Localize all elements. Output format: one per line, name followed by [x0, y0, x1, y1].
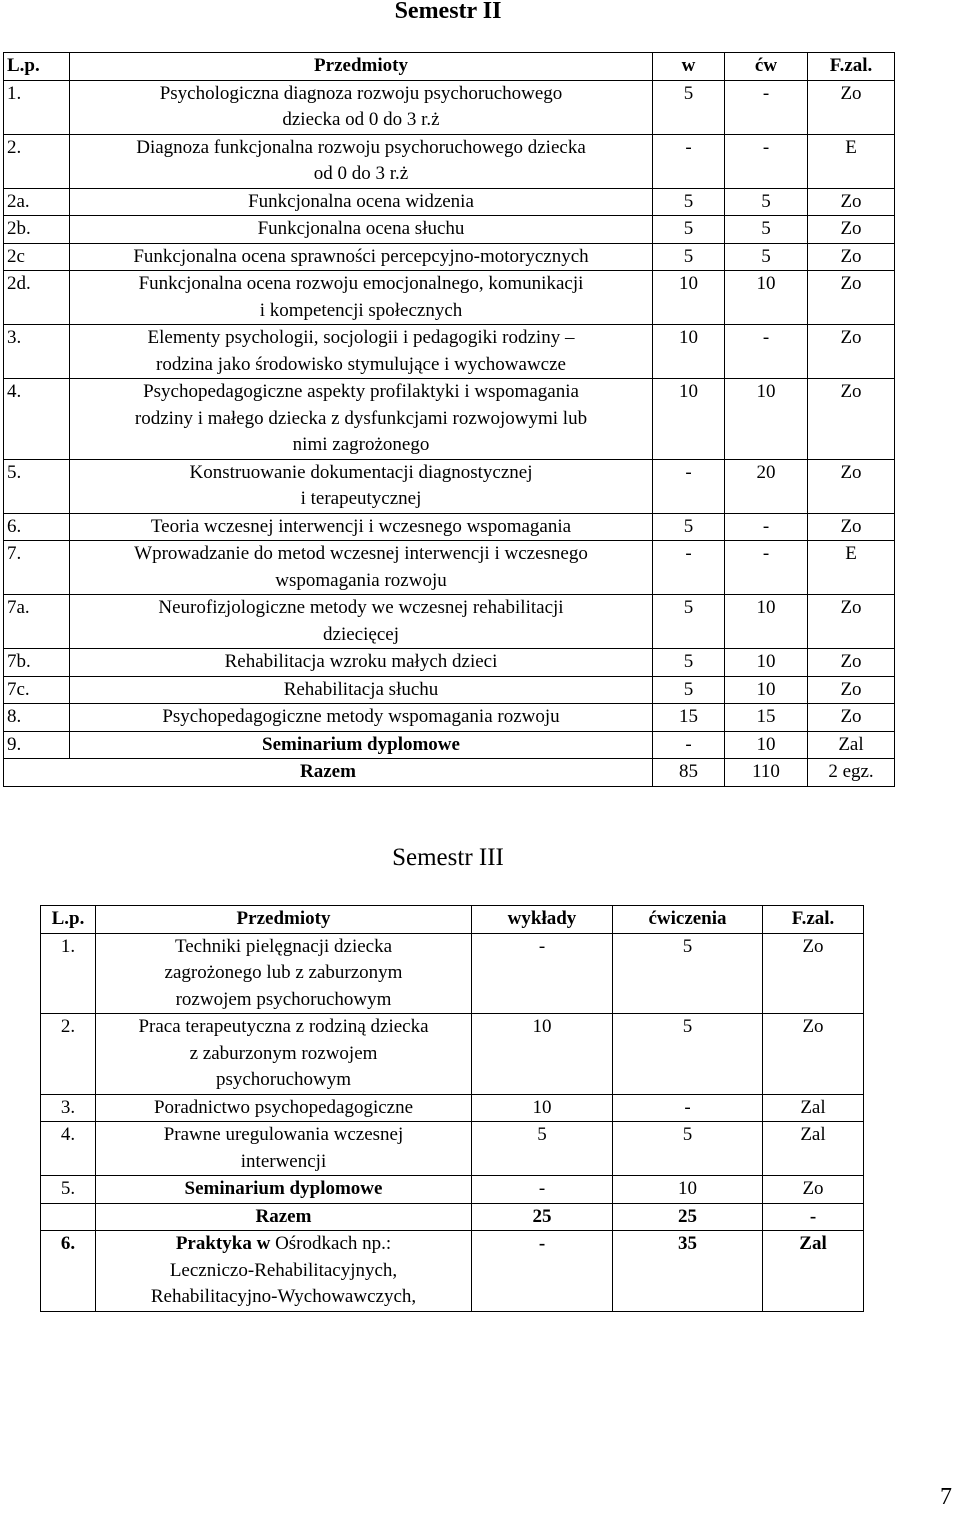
row-w: 5	[653, 80, 725, 134]
table-row	[4, 379, 895, 460]
row-w: -	[653, 459, 725, 513]
row-subject: Funkcjonalna ocena rozwoju emocjonalnego, komunikacji i kompetencji społecznych	[70, 271, 653, 325]
row-fzal: E	[808, 541, 895, 595]
row-lp: 9.	[4, 731, 70, 759]
row-subject: Konstruowanie dokumentacji diagnostycznej i terapeutycznej	[70, 459, 653, 513]
row-cw: 5	[725, 188, 808, 216]
table-row	[4, 134, 895, 188]
row-lp: 7b.	[4, 649, 70, 677]
row-cw: 10	[725, 676, 808, 704]
row-subject: Rehabilitacja wzroku małych dzieci	[70, 649, 653, 677]
row-exercises: 5	[613, 1122, 763, 1176]
row-w: 5	[653, 595, 725, 649]
row-w: 5	[653, 513, 725, 541]
table-row	[4, 704, 895, 732]
row-exercises: 5	[613, 933, 763, 1014]
row-lp: 5.	[41, 1176, 96, 1204]
row-subject: Techniki pielęgnacji dziecka zagrożonego lub z zaburzonym rozwojem psychoruchowym	[96, 933, 472, 1014]
row-fzal: Zo	[808, 80, 895, 134]
row-fzal: E	[808, 134, 895, 188]
row-fzal: Zo	[808, 704, 895, 732]
row-lp: 3.	[4, 325, 70, 379]
row-subject: Psychopedagogiczne metody wspomagania rozwoju	[70, 704, 653, 732]
row-lp: 2b.	[4, 216, 70, 244]
practice-lectures: -	[472, 1231, 613, 1312]
row-cw: -	[725, 80, 808, 134]
row-cw: 10	[725, 271, 808, 325]
header-cw: ćw	[725, 53, 808, 81]
row-exercises: 10	[613, 1176, 763, 1204]
row-lp: 1.	[4, 80, 70, 134]
total-exercises: 25	[613, 1203, 763, 1231]
row-w: 10	[653, 325, 725, 379]
total-fzal: -	[763, 1203, 864, 1231]
row-cw: -	[725, 134, 808, 188]
row-lp: 8.	[4, 704, 70, 732]
practice-lp: 6.	[41, 1231, 96, 1312]
row-lectures: -	[472, 1176, 613, 1204]
row-fzal: Zo	[808, 676, 895, 704]
row-subject: Seminarium dyplomowe	[96, 1176, 472, 1204]
semester-2-title: Semestr II	[394, 0, 502, 24]
table-row	[4, 676, 895, 704]
row-lp: 2a.	[4, 188, 70, 216]
row-exercises: -	[613, 1094, 763, 1122]
row-lectures: 10	[472, 1014, 613, 1095]
row-subject: Psychologiczna diagnoza rozwoju psychoruchowego dziecka od 0 do 3 r.ż	[70, 80, 653, 134]
row-subject: Seminarium dyplomowe	[70, 731, 653, 759]
row-fzal: Zo	[763, 933, 864, 1014]
row-subject: Poradnictwo psychopedagogiczne	[96, 1094, 472, 1122]
total-w: 85	[653, 759, 725, 787]
row-subject: Elementy psychologii, socjologii i pedagogiki rodziny – rodzina jako środowisko stymulujące i wychowawcze	[70, 325, 653, 379]
row-subject: Prawne uregulowania wczesnej interwencji	[96, 1122, 472, 1176]
table-row	[4, 243, 895, 271]
row-w: 5	[653, 243, 725, 271]
row-lp: 3.	[41, 1094, 96, 1122]
row-lp: 5.	[4, 459, 70, 513]
practice-fzal: Zal	[763, 1231, 864, 1312]
table-header-row	[41, 906, 864, 934]
row-exercises: 5	[613, 1014, 763, 1095]
row-w: 5	[653, 676, 725, 704]
row-subject: Funkcjonalna ocena widzenia	[70, 188, 653, 216]
header-w: w	[653, 53, 725, 81]
practice-exercises: 35	[613, 1231, 763, 1312]
practice-subject-rest: Ośrodkach np.: Leczniczo-Rehabilitacyjnych, Rehabilitacyjno-Wychowawczych,	[150, 1233, 417, 1307]
row-subject: Praca terapeutyczna z rodziną dziecka z zaburzonym rozwojem psychoruchowym	[96, 1014, 472, 1095]
row-fzal: Zo	[808, 595, 895, 649]
row-lectures: 5	[472, 1122, 613, 1176]
header-lectures: wykłady	[472, 906, 613, 934]
row-cw: 15	[725, 704, 808, 732]
row-cw: 5	[725, 243, 808, 271]
semester-3-table	[40, 905, 864, 1312]
row-cw: 20	[725, 459, 808, 513]
row-cw: 10	[725, 731, 808, 759]
total-label: Razem	[96, 1203, 472, 1231]
row-subject: Funkcjonalna ocena sprawności percepcyjno-motorycznych	[70, 243, 653, 271]
row-fzal: Zo	[808, 513, 895, 541]
total-label: Razem	[4, 759, 653, 787]
practice-subject	[96, 1231, 472, 1312]
total-lp-empty	[41, 1203, 96, 1231]
header-lp: L.p.	[4, 53, 70, 81]
row-lp: 7.	[4, 541, 70, 595]
row-w: -	[653, 541, 725, 595]
table-header-row	[4, 53, 895, 81]
practice-subject-bold: Praktyka w	[175, 1233, 276, 1254]
row-w: 15	[653, 704, 725, 732]
header-fzal: F.zal.	[808, 53, 895, 81]
row-subject: Psychopedagogiczne aspekty profilaktyki i wspomagania rodziny i małego dziecka z dysfunkcjami rozwojowymi lub nimi zagrożonego	[70, 379, 653, 460]
row-fzal: Zal	[808, 731, 895, 759]
row-fzal: Zo	[763, 1176, 864, 1204]
row-lp: 2c	[4, 243, 70, 271]
row-lp: 2d.	[4, 271, 70, 325]
row-fzal: Zo	[808, 216, 895, 244]
row-fzal: Zo	[808, 243, 895, 271]
table-row	[4, 595, 895, 649]
row-lp: 2.	[4, 134, 70, 188]
row-lectures: -	[472, 933, 613, 1014]
table-row	[4, 271, 895, 325]
row-cw: -	[725, 541, 808, 595]
row-lp: 6.	[4, 513, 70, 541]
semester-2-rows	[4, 80, 895, 759]
header-subject: Przedmioty	[70, 53, 653, 81]
table-row	[4, 459, 895, 513]
row-w: 10	[653, 271, 725, 325]
row-cw: 10	[725, 379, 808, 460]
row-w: -	[653, 134, 725, 188]
row-subject: Diagnoza funkcjonalna rozwoju psychoruchowego dziecka od 0 do 3 r.ż	[70, 134, 653, 188]
table-row	[4, 513, 895, 541]
row-w: -	[653, 731, 725, 759]
row-w: 5	[653, 216, 725, 244]
row-w: 5	[653, 649, 725, 677]
row-lectures: 10	[472, 1094, 613, 1122]
table-row	[4, 649, 895, 677]
table-row	[41, 933, 864, 1014]
row-lp: 7c.	[4, 676, 70, 704]
row-fzal: Zo	[808, 188, 895, 216]
row-cw: 10	[725, 595, 808, 649]
table-row	[41, 1014, 864, 1095]
row-w: 10	[653, 379, 725, 460]
row-fzal: Zal	[763, 1094, 864, 1122]
total-fzal: 2 egz.	[808, 759, 895, 787]
row-cw: 10	[725, 649, 808, 677]
row-fzal: Zo	[808, 379, 895, 460]
row-subject: Neurofizjologiczne metody we wczesnej rehabilitacji dziecięcej	[70, 595, 653, 649]
page-number: 7	[940, 1484, 952, 1510]
row-subject: Funkcjonalna ocena słuchu	[70, 216, 653, 244]
header-fzal: F.zal.	[763, 906, 864, 934]
total-lectures: 25	[472, 1203, 613, 1231]
row-subject: Wprowadzanie do metod wczesnej interwencji i wczesnego wspomagania rozwoju	[70, 541, 653, 595]
row-fzal: Zo	[808, 649, 895, 677]
table-row	[4, 188, 895, 216]
table-row	[41, 1122, 864, 1176]
practice-row	[41, 1231, 864, 1312]
table-row	[4, 216, 895, 244]
row-cw: -	[725, 513, 808, 541]
semester-3-rows	[41, 933, 864, 1203]
row-cw: 5	[725, 216, 808, 244]
table-row	[41, 1094, 864, 1122]
table-row	[4, 541, 895, 595]
total-row	[41, 1203, 864, 1231]
row-fzal: Zal	[763, 1122, 864, 1176]
row-lp: 1.	[41, 933, 96, 1014]
row-lp: 4.	[4, 379, 70, 460]
semester-3-title: Semestr III	[392, 844, 504, 871]
table-row	[4, 80, 895, 134]
row-fzal: Zo	[808, 325, 895, 379]
row-w: 5	[653, 188, 725, 216]
row-fzal: Zo	[808, 271, 895, 325]
row-cw: -	[725, 325, 808, 379]
row-fzal: Zo	[763, 1014, 864, 1095]
header-subject: Przedmioty	[96, 906, 472, 934]
table-row	[4, 325, 895, 379]
header-lp: L.p.	[41, 906, 96, 934]
row-lp: 7a.	[4, 595, 70, 649]
header-exercises: ćwiczenia	[613, 906, 763, 934]
table-row	[4, 731, 895, 759]
table-row	[41, 1176, 864, 1204]
total-row	[4, 759, 895, 787]
row-fzal: Zo	[808, 459, 895, 513]
row-subject: Rehabilitacja słuchu	[70, 676, 653, 704]
total-cw: 110	[725, 759, 808, 787]
semester-2-table	[3, 52, 895, 787]
row-lp: 2.	[41, 1014, 96, 1095]
row-lp: 4.	[41, 1122, 96, 1176]
row-subject: Teoria wczesnej interwencji i wczesnego wspomagania	[70, 513, 653, 541]
